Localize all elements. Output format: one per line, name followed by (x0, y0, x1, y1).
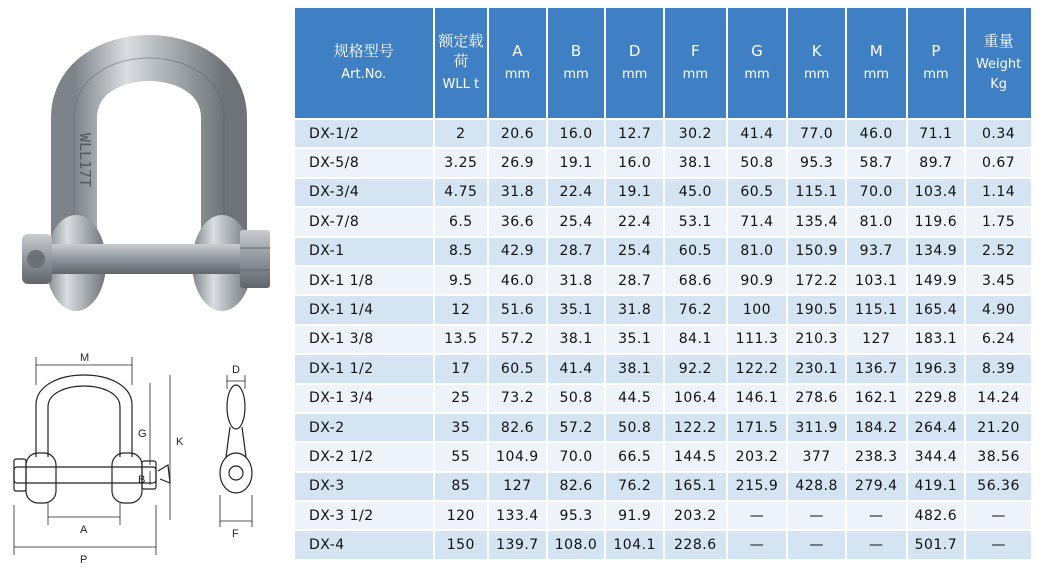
table-cell: 35 (435, 414, 488, 441)
table-cell-model: DX-1 1/2 (295, 355, 433, 382)
table-cell: 25.4 (606, 238, 663, 265)
table-cell: 71.4 (728, 208, 787, 235)
table-row (295, 531, 1031, 558)
table-cell: — (728, 531, 787, 558)
table-row (295, 326, 1031, 353)
table-cell: 16.0 (606, 149, 663, 176)
table-cell: 108.0 (548, 531, 605, 558)
table-cell: 31.8 (606, 296, 663, 323)
table-cell: 183.1 (908, 326, 965, 353)
table-cell: 51.6 (489, 296, 546, 323)
table-cell: 46.0 (489, 267, 546, 294)
table-cell: 73.2 (489, 385, 546, 412)
table-cell: 76.2 (665, 296, 726, 323)
table-cell: 103.4 (908, 179, 965, 206)
header-f: F mm (665, 8, 726, 118)
table-cell: 12.7 (606, 120, 663, 147)
table-cell: 135.4 (788, 208, 845, 235)
table-cell: 428.8 (788, 473, 845, 500)
table-cell: 162.1 (847, 385, 906, 412)
table-cell: 1.14 (966, 179, 1031, 206)
table-cell: 165.1 (665, 473, 726, 500)
table-cell: 38.1 (548, 326, 605, 353)
table-header-row (295, 8, 1031, 118)
table-cell: 229.8 (908, 385, 965, 412)
table-cell: 14.24 (966, 385, 1031, 412)
table-cell: 81.0 (847, 208, 906, 235)
table-cell: 44.5 (606, 385, 663, 412)
table-cell: 21.20 (966, 414, 1031, 441)
table-row (295, 179, 1031, 206)
table-cell: 377 (788, 443, 845, 470)
table-cell: 25 (435, 385, 488, 412)
table-cell: 85 (435, 473, 488, 500)
table-cell: 41.4 (728, 120, 787, 147)
table-cell: 19.1 (606, 179, 663, 206)
table-cell: 31.8 (548, 267, 605, 294)
table-cell: 111.3 (728, 326, 787, 353)
table-cell: 26.9 (489, 149, 546, 176)
table-cell: 38.1 (606, 355, 663, 382)
table-cell: 419.1 (908, 473, 965, 500)
table-cell: — (728, 502, 787, 529)
table-row (295, 267, 1031, 294)
table-cell: 31.8 (489, 179, 546, 206)
table-cell: 171.5 (728, 414, 787, 441)
table-cell: 8.39 (966, 355, 1031, 382)
table-cell: 203.2 (728, 443, 787, 470)
table-row (295, 502, 1031, 529)
table-row (295, 238, 1031, 265)
dim-label-g: G (138, 428, 147, 440)
table-cell: 42.9 (489, 238, 546, 265)
table-cell: 90.9 (728, 267, 787, 294)
header-m: M mm (847, 8, 906, 118)
table-cell-model: DX-5/8 (295, 149, 433, 176)
table-cell: 136.7 (847, 355, 906, 382)
table-cell: 311.9 (788, 414, 845, 441)
table-cell: 50.8 (548, 385, 605, 412)
header-wll: 额定载荷 WLL t (435, 8, 488, 118)
table-cell: 103.1 (847, 267, 906, 294)
table-cell: 82.6 (489, 414, 546, 441)
table-cell-model: DX-3/4 (295, 179, 433, 206)
table-cell: 165.4 (908, 296, 965, 323)
table-cell: 4.90 (966, 296, 1031, 323)
table-cell-model: DX-3 (295, 473, 433, 500)
table-cell: 144.5 (665, 443, 726, 470)
header-art-no: 规格型号 Art.No. (295, 8, 433, 118)
table-cell: 95.3 (548, 502, 605, 529)
table-cell: 133.4 (489, 502, 546, 529)
table-cell: 149.9 (908, 267, 965, 294)
dim-label-f: F (232, 528, 239, 540)
table-cell: 50.8 (606, 414, 663, 441)
table-cell: 77.0 (788, 120, 845, 147)
header-g: G mm (728, 8, 787, 118)
dim-label-d: D (232, 364, 240, 376)
table-row (295, 208, 1031, 235)
table-cell: 0.34 (966, 120, 1031, 147)
table-cell: 184.2 (847, 414, 906, 441)
table-cell-model: DX-1 3/4 (295, 385, 433, 412)
table-cell: 50.8 (728, 149, 787, 176)
table-cell: 46.0 (847, 120, 906, 147)
product-illustration-panel (0, 0, 290, 588)
table-row (295, 443, 1031, 470)
table-cell: 60.5 (489, 355, 546, 382)
header-p: P mm (908, 8, 965, 118)
table-cell: 482.6 (908, 502, 965, 529)
table-cell: 95.3 (788, 149, 845, 176)
table-cell: 203.2 (665, 502, 726, 529)
table-cell: 38.56 (966, 443, 1031, 470)
table-cell: 279.4 (847, 473, 906, 500)
table-cell: 25.4 (548, 208, 605, 235)
table-row (295, 149, 1031, 176)
shackle-photo (14, 8, 284, 328)
table-cell: 0.67 (966, 149, 1031, 176)
table-cell: 35.1 (606, 326, 663, 353)
table-cell: 146.1 (728, 385, 787, 412)
table-cell-model: DX-3 1/2 (295, 502, 433, 529)
table-cell: 22.4 (606, 208, 663, 235)
table-cell: 2 (435, 120, 488, 147)
table-cell: 28.7 (548, 238, 605, 265)
table-cell: 84.1 (665, 326, 726, 353)
table-cell: 8.5 (435, 238, 488, 265)
table-cell: 150.9 (788, 238, 845, 265)
table-cell: 6.5 (435, 208, 488, 235)
table-cell: 35.1 (548, 296, 605, 323)
table-cell: 70.0 (548, 443, 605, 470)
table-cell: 20.6 (489, 120, 546, 147)
header-weight: 重量 Weight Kg (966, 8, 1031, 118)
table-cell: 70.0 (847, 179, 906, 206)
table-cell: 4.75 (435, 179, 488, 206)
table-cell: 238.3 (847, 443, 906, 470)
table-row (295, 385, 1031, 412)
table-cell: 19.1 (548, 149, 605, 176)
table-cell: 122.2 (728, 355, 787, 382)
table-cell: 120 (435, 502, 488, 529)
table-cell: — (788, 502, 845, 529)
table-cell: 17 (435, 355, 488, 382)
header-d: D mm (606, 8, 663, 118)
table-cell: 196.3 (908, 355, 965, 382)
table-cell: 66.5 (606, 443, 663, 470)
table-cell-model: DX-1 (295, 238, 433, 265)
table-cell: 230.1 (788, 355, 845, 382)
specification-table-container (293, 6, 1033, 561)
table-cell: 122.2 (665, 414, 726, 441)
table-cell: 12 (435, 296, 488, 323)
photo-stamp: WLL17T (76, 133, 94, 188)
table-cell: 127 (489, 473, 546, 500)
table-cell: 228.6 (665, 531, 726, 558)
table-cell: — (966, 502, 1031, 529)
dim-label-k: K (176, 436, 184, 448)
table-cell: 71.1 (908, 120, 965, 147)
header-k: K mm (788, 8, 845, 118)
table-cell-model: DX-1 1/4 (295, 296, 433, 323)
table-cell: 38.1 (665, 149, 726, 176)
table-cell-model: DX-2 1/2 (295, 443, 433, 470)
header-a: A mm (489, 8, 546, 118)
table-cell: 22.4 (548, 179, 605, 206)
dimension-drawing (0, 345, 290, 588)
table-cell: 45.0 (665, 179, 726, 206)
table-cell: 16.0 (548, 120, 605, 147)
table-cell: 30.2 (665, 120, 726, 147)
table-cell: 13.5 (435, 326, 488, 353)
table-cell-model: DX-4 (295, 531, 433, 558)
table-cell-model: DX-1 3/8 (295, 326, 433, 353)
dim-label-a: A (80, 524, 88, 536)
header-b: B mm (548, 8, 605, 118)
table-cell: 104.1 (606, 531, 663, 558)
table-cell-model: DX-1 1/8 (295, 267, 433, 294)
table-cell: 134.9 (908, 238, 965, 265)
table-cell: 115.1 (847, 296, 906, 323)
table-cell: 60.5 (728, 179, 787, 206)
table-cell: 93.7 (847, 238, 906, 265)
table-cell-model: DX-2 (295, 414, 433, 441)
table-cell: 2.52 (966, 238, 1031, 265)
table-cell: 190.5 (788, 296, 845, 323)
table-cell: 115.1 (788, 179, 845, 206)
table-row (295, 120, 1031, 147)
table-cell: 56.36 (966, 473, 1031, 500)
table-cell: 55 (435, 443, 488, 470)
table-cell: 92.2 (665, 355, 726, 382)
table-cell: 210.3 (788, 326, 845, 353)
table-cell: 89.7 (908, 149, 965, 176)
table-cell: — (847, 502, 906, 529)
table-cell: 82.6 (548, 473, 605, 500)
table-cell: 344.4 (908, 443, 965, 470)
table-cell: 58.7 (847, 149, 906, 176)
table-cell: 68.6 (665, 267, 726, 294)
specification-table (293, 6, 1033, 561)
table-cell: 215.9 (728, 473, 787, 500)
table-cell: 60.5 (665, 238, 726, 265)
dim-label-b: B (138, 474, 146, 486)
table-cell: 501.7 (908, 531, 965, 558)
table-cell: 278.6 (788, 385, 845, 412)
table-cell: 3.25 (435, 149, 488, 176)
table-cell: 264.4 (908, 414, 965, 441)
table-row (295, 473, 1031, 500)
table-cell: 106.4 (665, 385, 726, 412)
table-cell: 41.4 (548, 355, 605, 382)
table-cell: 36.6 (489, 208, 546, 235)
table-cell: 9.5 (435, 267, 488, 294)
table-cell: 1.75 (966, 208, 1031, 235)
table-cell: 139.7 (489, 531, 546, 558)
table-cell: 119.6 (908, 208, 965, 235)
table-cell: 57.2 (489, 326, 546, 353)
table-cell: — (966, 531, 1031, 558)
table-cell: 81.0 (728, 238, 787, 265)
table-cell-model: DX-1/2 (295, 120, 433, 147)
dim-label-p: P (80, 554, 88, 566)
table-cell: 57.2 (548, 414, 605, 441)
table-body (295, 120, 1031, 559)
table-cell: 91.9 (606, 502, 663, 529)
table-row (295, 296, 1031, 323)
table-cell: — (788, 531, 845, 558)
table-row (295, 414, 1031, 441)
table-cell: 3.45 (966, 267, 1031, 294)
table-cell: 6.24 (966, 326, 1031, 353)
table-cell: 172.2 (788, 267, 845, 294)
table-cell: 53.1 (665, 208, 726, 235)
table-row (295, 355, 1031, 382)
table-cell: 76.2 (606, 473, 663, 500)
table-cell: 28.7 (606, 267, 663, 294)
table-cell: 104.9 (489, 443, 546, 470)
table-cell: 150 (435, 531, 488, 558)
table-cell: — (847, 531, 906, 558)
table-cell: 100 (728, 296, 787, 323)
dim-label-m: M (80, 352, 90, 364)
table-cell: 127 (847, 326, 906, 353)
table-cell-model: DX-7/8 (295, 208, 433, 235)
